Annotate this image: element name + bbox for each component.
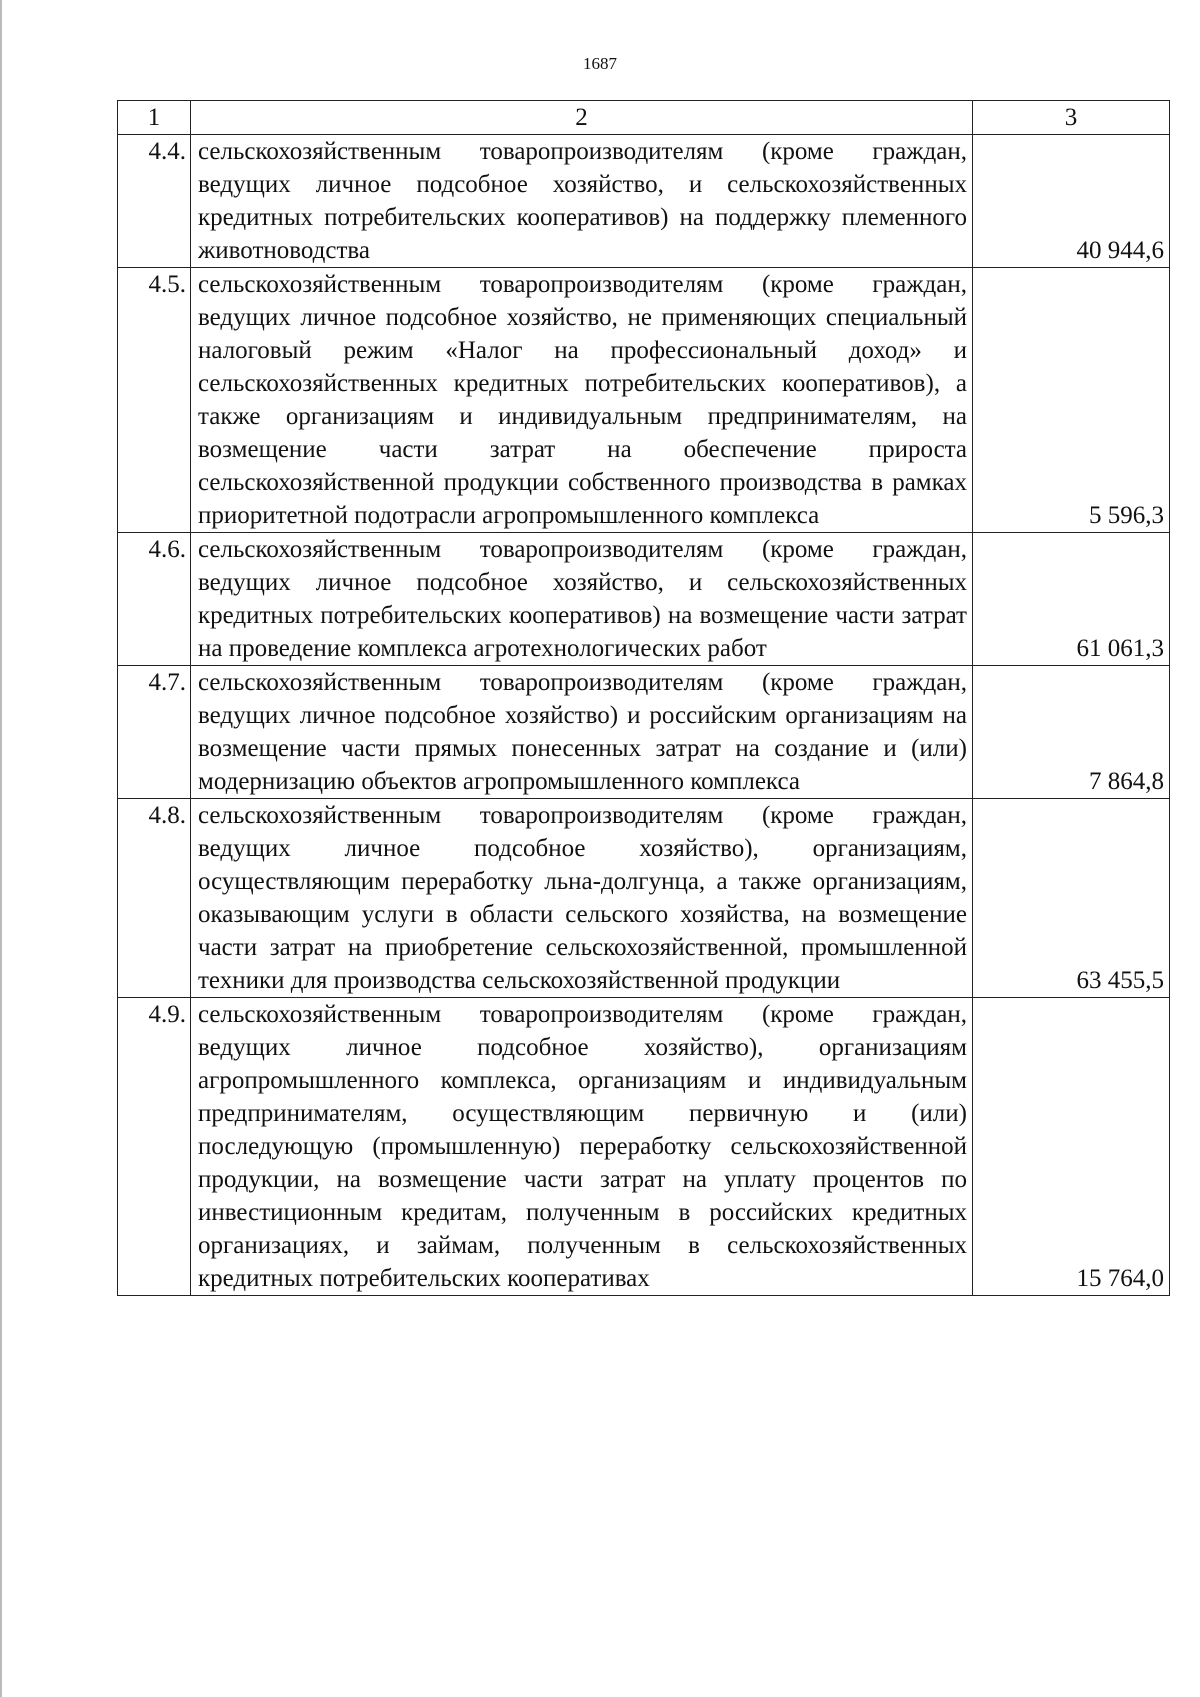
row-number: 4.6. <box>118 533 191 666</box>
row-description: сельскохозяйственным товаропроизводителям (кроме граждан, ведущих личное подсобное хозяйство, и сельскохозяйственных кредитных потребительских кооперативов) на возмещение части затрат на проведение комплекса агротехнологических работ <box>191 533 973 666</box>
table-header-row <box>118 101 1170 135</box>
row-description: сельскохозяйственным товаропроизводителям (кроме граждан, ведущих личное подсобное хозяйство) и российским организациям на возмещение части прямых понесенных затрат на создание и (или) модернизацию объектов агропромышленного комплекса <box>191 666 973 799</box>
row-description: сельскохозяйственным товаропроизводителям (кроме граждан, ведущих личное подсобное хозяйство), организациям агропромышленного комплекса, организациям и индивидуальным предпринимателям, осуществляющим первичную и (или) последующую (промышленную) переработку сельскохозяйственной продукции, на возмещение части затрат на уплату процентов по инвестиционным кредитам, полученным в российских кредитных организациях, и займам, полученным в сельскохозяйственных кредитных потребительских кооперативах <box>191 998 973 1296</box>
row-number: 4.4. <box>118 135 191 268</box>
row-number: 4.5. <box>118 268 191 533</box>
page-number: 1687 <box>583 54 617 73</box>
row-amount: 40 944,6 <box>973 135 1170 268</box>
row-amount: 15 764,0 <box>973 998 1170 1296</box>
row-amount: 61 061,3 <box>973 533 1170 666</box>
table-row <box>118 998 1170 1296</box>
row-amount: 63 455,5 <box>973 799 1170 998</box>
row-number: 4.9. <box>118 998 191 1296</box>
page-edge-line <box>0 0 2 1697</box>
table-row <box>118 799 1170 998</box>
row-amount: 5 596,3 <box>973 268 1170 533</box>
column-header-1: 1 <box>118 101 191 135</box>
table-row <box>118 666 1170 799</box>
column-header-2: 2 <box>191 101 973 135</box>
row-amount: 7 864,8 <box>973 666 1170 799</box>
table-row <box>118 135 1170 268</box>
row-description: сельскохозяйственным товаропроизводителям (кроме граждан, ведущих личное подсобное хозяйство), организациям, осуществляющим переработку льна-долгунца, а также организациям, оказывающим услуги в области сельского хозяйства, на возмещение части затрат на приобретение сельскохозяйственной, промышленной техники для производства сельскохозяйственной продукции <box>191 799 973 998</box>
row-description: сельскохозяйственным товаропроизводителям (кроме граждан, ведущих личное подсобное хозяйство, не применяющих специальный налоговый режим «Налог на профессиональный доход» и сельскохозяйственных кредитных потребительских кооперативов), а также организациям и индивидуальным предпринимателям, на возмещение части затрат на обеспечение прироста сельскохозяйственной продукции собственного производства в рамках приоритетной подотрасли агропромышленного комплекса <box>191 268 973 533</box>
table-row <box>118 533 1170 666</box>
row-number: 4.8. <box>118 799 191 998</box>
budget-table <box>117 100 1170 1296</box>
row-number: 4.7. <box>118 666 191 799</box>
row-description: сельскохозяйственным товаропроизводителям (кроме граждан, ведущих личное подсобное хозяйство, и сельскохозяйственных кредитных потребительских кооперативов) на поддержку племенного животноводства <box>191 135 973 268</box>
column-header-3: 3 <box>973 101 1170 135</box>
table-row <box>118 268 1170 533</box>
